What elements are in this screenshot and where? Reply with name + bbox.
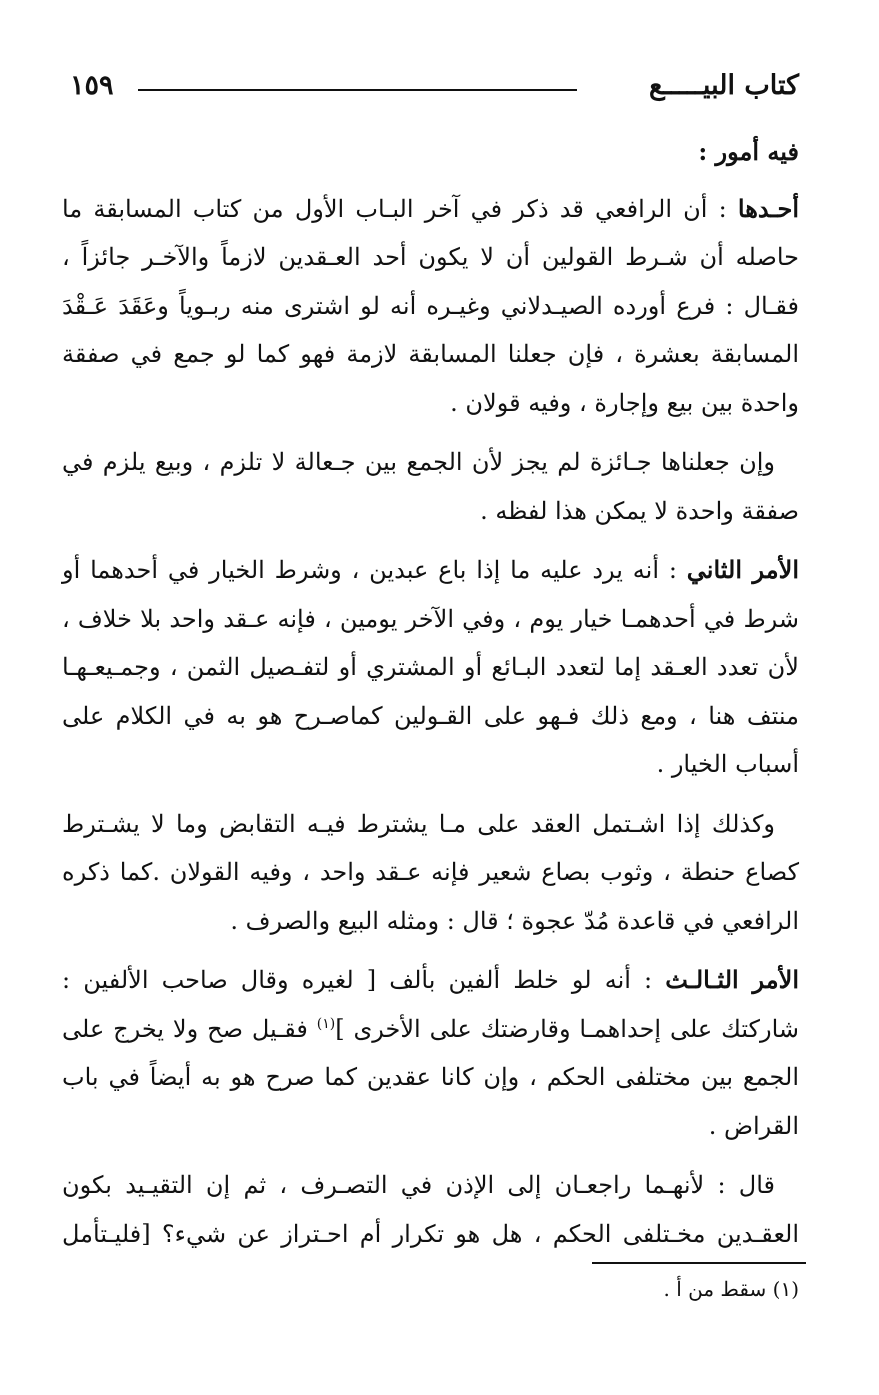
paragraph-term: الأمر الثاني (686, 555, 799, 584)
page-body (62, 128, 799, 1269)
footnote: (١) سقط من أ . (663, 1277, 799, 1301)
footnote-reference: (١) (316, 1015, 336, 1032)
page-header (70, 66, 799, 106)
paragraph-text: وكذلك إذا اشـتمل العقد على مـا يشترط فيـه التقابض وما لا يشـترط كصاع حنطة ، وثوب بصاع شعير فإنه عـقد واحد ، وفيه القولان .كما ذكره الرافعي في قاعدة مُدّ عجوة ؛ قال : ومثله البيع والصرف . (62, 809, 799, 935)
paragraph-6 (62, 1161, 799, 1258)
paragraph-4 (62, 800, 799, 946)
paragraph-text: : أنه يرد عليه ما إذا باع عبدين ، وشرط الخيار في أحدهما أو شرط في أحدهمـا خيار يوم ، وفي الآخر يومين ، فإنه عـقد واحد بلا خلاف ، لأن تعدد العـقد إما لتعدد البـائع أو المشتري أو لتفـصيل الثمن ، وجمـيعـهـا منتف هنا ، ومع ذلك فـهو على القـولين كماصـرح هو به في الكلام على أسباب الخيار . (62, 556, 800, 778)
footnote-rule (592, 1262, 806, 1264)
paragraph-text: قال : لأنهـما راجعـان إلى الإذن في التصـرف ، ثم إن التقيـيد بكون العقـدين مخـتلفى الحكم ، هل هو تكرار أم احـتراز عن شيء؟ [فليـتأمل (62, 1171, 800, 1248)
header-rule (138, 89, 577, 91)
paragraph-5 (62, 956, 799, 1150)
paragraph-text: فقـيل صح ولا يخرج على الجمع بين مختلفى الحكم ، وإن كانا عقدين كما صرح هو به أيضاً في باب القراض . (62, 1014, 799, 1140)
section-heading: فيه أمور : (698, 137, 799, 166)
paragraph-text: : أنه لو خلط ألفين بألف [ لغيره وقال صاحب الألفين : شاركتك على إحداهمـا وقارضتك على الأخرى ] (62, 966, 799, 1043)
paragraph-3 (62, 546, 799, 789)
running-title: كتاب البيـــــع (649, 70, 799, 101)
paragraph-2 (62, 438, 799, 535)
page-number: ١٥٩ (70, 70, 114, 101)
paragraph-1 (62, 185, 799, 428)
paragraph-text: وإن جعلناها جـائزة لم يجز لأن الجمع بين جـعالة لا تلزم ، وبيع يلزم في صفقة واحدة لا يمكن هذا لفظه . (62, 448, 799, 525)
paragraph-term: الأمر الثـالـث (665, 965, 799, 994)
paragraph-text: : أن الرافعي قد ذكر في آخر البـاب الأول من كتاب المسابقة ما حاصله أن شـرط القولين أن لا يكون أحد العـقدين لازماً والآخـر جائزاً ، فقـال : فرع أورده الصيـدلاني وغيـره أنه لو اشترى منه ربـوياً وعَقَدَ عَـقْدَ المسابقة بعشرة ، فإن جعلنا المسابقة لازمة فهو كما لو جمع في صفقة واحدة بين بيع وإجارة ، وفيه قولان . (62, 194, 799, 417)
paragraph-term: أحـدها (737, 193, 799, 223)
